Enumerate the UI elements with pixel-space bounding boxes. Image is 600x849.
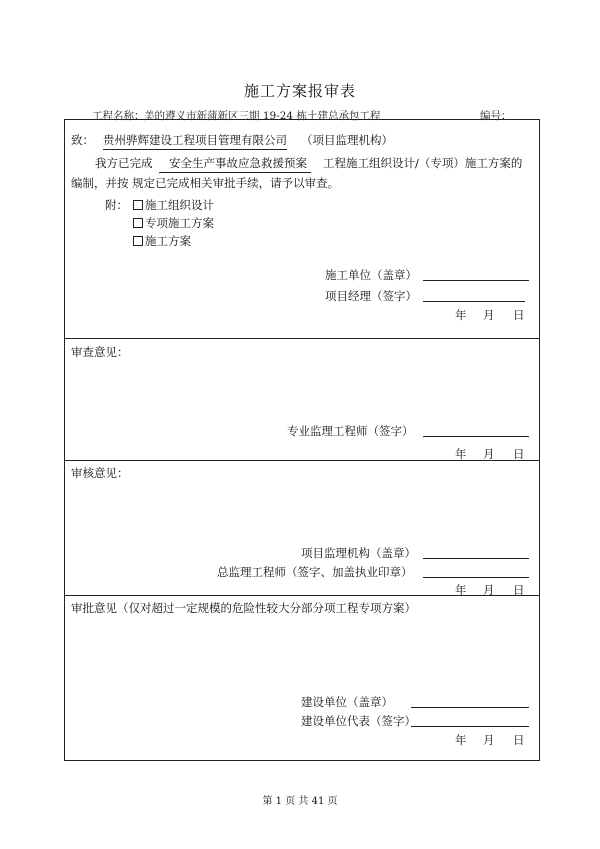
month-label: 月 [483, 308, 495, 322]
attachment-item: 专项施工方案 [133, 215, 214, 231]
number-label: 编号： [480, 110, 512, 122]
audit-opinion-label: 审核意见： [71, 466, 129, 480]
sign-chief-engineer: 总监理工程师（签字、加盖执业印章） [217, 565, 413, 579]
page-title: 施工方案报审表 [243, 82, 356, 100]
signature-line [423, 301, 525, 302]
signature-line [423, 280, 529, 281]
plan-name: 安全生产事故应急救援预案 [159, 155, 311, 173]
section-divider [65, 338, 539, 339]
checkbox-icon [133, 200, 143, 210]
to-label: 致： [71, 133, 94, 147]
sign-supervision-org: 项目监理机构（盖章） [301, 546, 416, 560]
section-divider [65, 595, 539, 596]
year-label: 年 [455, 733, 467, 747]
attachments-label: 附： [105, 198, 128, 212]
day-label: 日 [513, 583, 525, 597]
signature-line [423, 436, 529, 437]
approval-opinion-label: 审批意见（仅对超过一定规模的危险性较大分部分项工程专项方案） [71, 601, 416, 615]
month-label: 月 [483, 583, 495, 597]
signature-line [423, 558, 529, 559]
project-label: 工程名称： [92, 110, 145, 122]
day-label: 日 [513, 447, 525, 461]
recipient-name: 贵州骅辉建设工程项目管理有限公司 [103, 132, 287, 150]
day-label: 日 [513, 308, 525, 322]
signature-line [423, 577, 529, 578]
completion-suffix: 工程施工组织设计/（专项）施工方案的 [323, 156, 523, 170]
year-label: 年 [455, 583, 467, 597]
project-name: 美的遵义市新蒲新区三期 19-24 栋土建总承包工程 [144, 110, 381, 122]
approval-form-table [64, 119, 540, 761]
review-opinion-label: 审查意见： [71, 345, 129, 359]
signature-line [411, 726, 529, 727]
checkbox-icon [133, 218, 143, 228]
sign-owner-representative: 建设单位代表（签字） [301, 714, 416, 728]
sign-specialist-engineer: 专业监理工程师（签字） [287, 424, 414, 438]
attachment-item: 施工方案 [133, 233, 191, 249]
sign-project-manager: 项目经理（签字） [325, 289, 417, 303]
completion-line2: 编制，并按 规定已完成相关审批手续，请予以审查。 [71, 176, 340, 190]
recipient-suffix: （项目监理机构） [301, 133, 393, 147]
checkbox-icon [133, 236, 143, 246]
sign-construction-unit: 施工单位（盖章） [325, 268, 417, 282]
page-footer: 第 1 页 共 41 页 [262, 796, 338, 807]
month-label: 月 [483, 733, 495, 747]
year-label: 年 [455, 308, 467, 322]
month-label: 月 [483, 447, 495, 461]
completion-prefix: 我方已完成 [95, 156, 153, 170]
signature-line [411, 707, 529, 708]
year-label: 年 [455, 447, 467, 461]
section-divider [65, 460, 539, 461]
day-label: 日 [513, 733, 525, 747]
sign-owner-unit: 建设单位（盖章） [301, 695, 393, 709]
attachment-item: 施工组织设计 [133, 197, 214, 213]
